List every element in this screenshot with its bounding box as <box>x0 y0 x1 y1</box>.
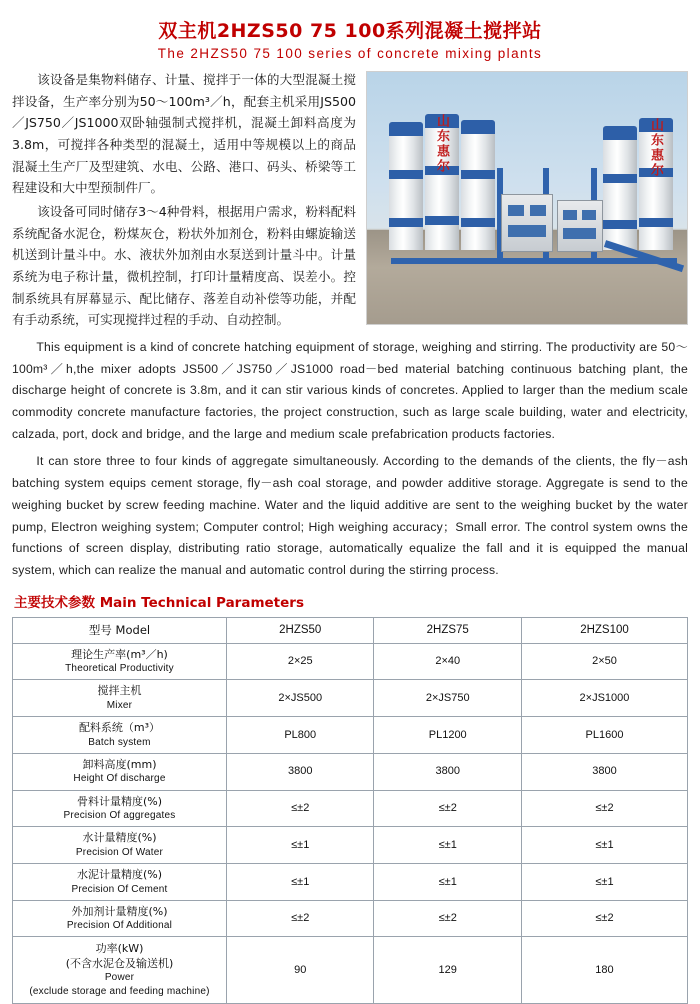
column-header-2hzs100: 2HZS100 <box>521 617 687 643</box>
table-row <box>13 827 688 864</box>
cell-value: ≤±1 <box>227 864 374 901</box>
cell-value: 3800 <box>521 753 687 790</box>
cell-value: 3800 <box>227 753 374 790</box>
table-row <box>13 753 688 790</box>
control-building-right <box>557 200 603 252</box>
cell-value: 2×JS500 <box>227 680 374 717</box>
plant-base-beam <box>391 258 677 264</box>
spec-section-heading: 主要技术参数 Main Technical Parameters <box>14 594 304 611</box>
row-label-discharge-height <box>13 753 227 790</box>
cell-value: ≤±2 <box>521 900 687 937</box>
row-label-cn: 外加剂计量精度(%) <box>71 904 168 918</box>
row-label-cn: 功率(kW) <box>95 942 144 956</box>
table-header-row <box>13 617 688 643</box>
table-row <box>13 864 688 901</box>
column-header-2hzs75: 2HZS75 <box>374 617 521 643</box>
row-label-cn: 卸料高度(mm) <box>82 757 157 771</box>
silo-left-1 <box>389 122 423 250</box>
page-title-en: The 2HZS50 75 100 series of concrete mixing plants <box>157 46 543 61</box>
table-row <box>13 643 688 680</box>
row-label-cn: 水计量精度(%) <box>82 831 157 845</box>
silo-brand-right: 山东惠尔 <box>648 118 663 178</box>
row-label-en: Precision Of Additional <box>66 920 173 932</box>
cell-value: ≤±2 <box>521 790 687 827</box>
cell-value: 3800 <box>374 753 521 790</box>
cell-value: ≤±1 <box>521 827 687 864</box>
cell-value: PL1600 <box>521 717 687 754</box>
cell-value: PL1200 <box>374 717 521 754</box>
paragraph-en-1: This equipment is a kind of concrete hatching equipment of storage, weighing and stirring. The productivity are 50～100m³／h,the mixer adopts JS500／JS750／JS1000 road－bed material batching continuous batching plant, the discharge height of concrete is 3.8m, and it can stir various kinds of concretes. Applied to larger than the medium scale commodity concrete manufacture factories, the project construction, such as large scale building, water and electricity, calzada, port, dock and bridge, and the large and medium scale prefabrication products factories. <box>12 339 688 441</box>
cell-value: ≤±2 <box>374 790 521 827</box>
cell-value: 2×JS750 <box>374 680 521 717</box>
cell-value: 2×50 <box>521 643 687 680</box>
control-building-left <box>501 194 553 252</box>
cell-value: ≤±2 <box>227 790 374 827</box>
row-label-en: Mixer <box>106 700 133 711</box>
building-window <box>508 225 546 237</box>
paragraph-cn-1: 该设备是集物料储存、计量、搅拌于一体的大型混凝土搅拌设备，生产率分别为50～100m³／h，配套主机采用JS500／JS750／JS1000双卧轴强制式搅拌机，混凝土卸料高度为3.8m，可搅拌各种类型的混凝土，适用中等规模以上的商品混凝土生产厂及型建筑、水电、公路、港口、码头、桥梁等工程建设和大中型预制件厂。 <box>12 72 356 196</box>
row-label-cn: 水泥计量精度(%) <box>76 868 163 881</box>
body-content <box>12 69 688 582</box>
cell-value: ≤±1 <box>227 827 374 864</box>
row-label-cement-precision <box>13 864 227 901</box>
table-row <box>13 900 688 937</box>
cell-value: ≤±2 <box>227 900 374 937</box>
row-label-en: Height Of discharge <box>73 773 166 785</box>
row-label-cn: 骨料计量精度(%) <box>76 794 163 808</box>
building-window <box>508 205 524 216</box>
row-label-cn: 搅拌主机 <box>97 684 142 698</box>
row-label-en: Precision Of Cement <box>71 883 168 895</box>
page-title-cn: 双主机2HZS50 75 100系列混凝土搅拌站 <box>158 20 542 42</box>
row-label-productivity <box>13 643 227 680</box>
column-header-2hzs50: 2HZS50 <box>227 617 374 643</box>
building-window <box>530 205 546 216</box>
row-label-power <box>13 937 227 1003</box>
cell-value: 2×25 <box>227 643 374 680</box>
cell-value: 90 <box>227 937 374 1003</box>
cell-value: PL800 <box>227 717 374 754</box>
paragraph-cn-2: 该设备可同时储存3～4种骨料，根据用户需求，粉料配料系统配备水泥仓，粉煤灰仓，粉状外加剂仓，粉料由螺旋输送机送到计量斗中。水、液状外加剂由水泵送到计量斗中。计量系统为电子称计量，微机控制，打印计量精度高、误差小。控制系统具有屏幕显示、配比储存、落差自动补偿等功能，并配有手动系统，可实现搅拌过程的手动、自动控制。 <box>12 203 356 328</box>
cell-value: ≤±1 <box>521 864 687 901</box>
table-row <box>13 680 688 717</box>
row-label-aggregate-precision <box>13 790 227 827</box>
row-label-water-precision <box>13 827 227 864</box>
silo-left-3 <box>461 120 495 250</box>
product-photo <box>366 71 688 325</box>
specifications-table <box>12 617 688 1004</box>
row-label-batch-system <box>13 717 227 754</box>
building-window <box>582 210 596 220</box>
building-window <box>563 228 596 239</box>
cell-value: 180 <box>521 937 687 1003</box>
cell-value: ≤±1 <box>374 864 521 901</box>
cell-value: 2×JS1000 <box>521 680 687 717</box>
cell-value: ≤±1 <box>374 827 521 864</box>
row-label-en: Precision Of aggregates <box>63 810 176 822</box>
paragraph-en-2: It can store three to four kinds of aggregate simultaneously. According to the demands of the clients, the fly－ash batching system equips cement storage, fly－ash coal storage, and powder additive storage. Aggregate is send to the weighing bucket by screw feeding machine. Water and the liquid additive are sent to the weighing bucket by the water pump, Electron weighing system; Computer control; High weighing accuracy；Small error. The control system owns the functions of screen display, distributing ratio storage, automatically equalize the fall and it is equipped the manual system, which can realize the manual and automatic control during the stirring process. <box>12 454 688 578</box>
row-label-mixer <box>13 680 227 717</box>
row-label-en-note: (exclude storage and feeding machine) <box>29 985 210 997</box>
row-label-en: Power <box>104 972 135 984</box>
row-label-additive-precision <box>13 900 227 937</box>
column-header-model: 型号 Model <box>13 617 227 643</box>
row-label-en: Theoretical Productivity <box>65 663 174 675</box>
silo-right-1 <box>603 126 637 250</box>
cell-value: 2×40 <box>374 643 521 680</box>
table-row <box>13 717 688 754</box>
row-label-cn: 配料系统（m³） <box>78 721 161 735</box>
row-label-en: Precision Of Water <box>75 846 164 858</box>
table-row <box>13 790 688 827</box>
row-label-en: Batch system <box>88 736 151 748</box>
building-window <box>563 210 577 220</box>
row-label-cn: 理论生产率(m³／h) <box>71 647 168 661</box>
cell-value: ≤±2 <box>374 900 521 937</box>
table-row <box>13 937 688 1003</box>
row-label-cn-note: (不含水泥仓及输送机) <box>65 956 174 970</box>
cell-value: 129 <box>374 937 521 1003</box>
silo-brand-left: 山东惠尔 <box>434 114 449 174</box>
